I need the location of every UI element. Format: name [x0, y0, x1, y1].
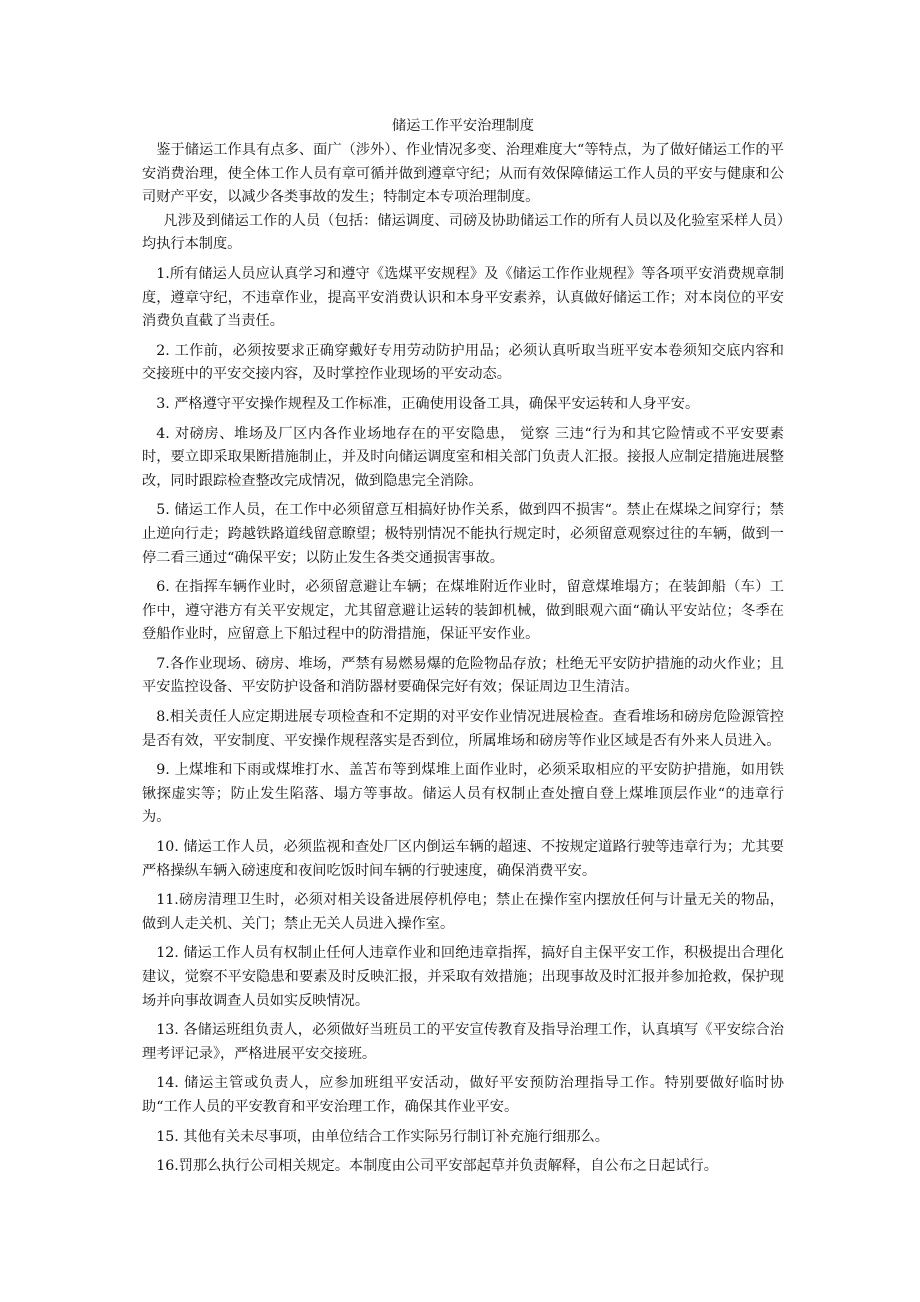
rule-item: 15. 其他有关未尽事项，由单位结合工作实际另行制订补充施行细那么。 — [156, 1128, 609, 1145]
rules-list — [142, 263, 784, 1179]
rule-item: 11.磅房清理卫生时，必须对相关设备进展停机停电；禁止在操作室内摆放任何与计量无关的物品，做到人走关机、关门；禁止无关人员进入操作室。 — [142, 892, 784, 932]
intro-paragraph: 鉴于储运工作具有点多、面广（涉外）、作业情况多变、治理难度大“等特点，为了做好储运工作的平安消费治理，使全体工作人员有章可循并做到遵章守纪；从而有效保障储运工作人员的平安与健康和公司财产平安，以减少各类事故的发生；特制定本专项治理制度。 — [142, 142, 784, 206]
scope-paragraph: 凡涉及到储运工作的人员（包括：储运调度、司磅及协助储运工作的所有人员以及化验室采样人员）均执行本制度。 — [142, 212, 784, 253]
rule-item: 7.各作业现场、磅房、堆场，严禁有易燃易爆的危险物品存放；杜绝无平安防护措施的动火作业；且平安监控设备、平安防护设备和消防器材要确保完好有效；保证周边卫生清洁。 — [142, 655, 784, 696]
rule-item: 4. 对磅房、堆场及厂区内各作业场地存在的平安隐患， 觉察 三违“行为和其它险情或不平安要素时，要立即采取果断措施制止，并及时向储运调度室和相关部门负责人汇报。接报人应制定措施进展整改，同时跟踪检查整改完成情况，做到隐患完全消除。 — [142, 425, 784, 489]
rule-item: 3. 严格遵守平安操作规程及工作标准，正确使用设备工具，确保平安运转和人身平安。 — [156, 395, 700, 412]
rule-item: 9. 上煤堆和下雨或煤堆打水、盖苫布等到煤堆上面作业时，必须采取相应的平安防护措施，如用铁锹探虚实等；防止发生陷落、塌方等事故。储运人员有权制止查处擅自登上煤堆顶层作业“的违章行为。 — [142, 762, 784, 826]
rule-item: 10. 储运工作人员，必须监视和查处厂区内倒运车辆的超速、不按规定道路行驶等违章行为；尤其要严格操纵车辆入磅速度和夜间吃饭时间车辆的行驶速度，确保消费平安。 — [142, 839, 784, 879]
rule-item: 16.罚那么执行公司相关规定。本制度由公司平安部起草并负责解释，自公布之日起试行。 — [156, 1158, 718, 1175]
rule-item: 12. 储运工作人员有权制止任何人违章作业和回绝违章指挥，搞好自主保平安工作，积极提出合理化建议，觉察不平安隐患和要素及时反映汇报，并采取有效措施；出现事故及时汇报并参加抢救，保护现场并向事故调查人员如实反映情况。 — [142, 945, 784, 1009]
rule-item: 1.所有储运人员应认真学习和遵守《选煤平安规程》及《储运工作作业规程》等各项平安消费规章制度，遵章守纪，不违章作业，提高平安消费认识和本身平安素养，认真做好储运工作；对本岗位的平安消费负直截了当责任。 — [142, 265, 784, 330]
rule-item: 2. 工作前，必须按要求正确穿戴好专用劳动防护用品；必须认真听取当班平安本卷须知交底内容和交接班中的平安交接内容，及时掌控作业现场的平安动态。 — [142, 342, 784, 383]
rule-item: 13. 各储运班组负责人，必须做好当班员工的平安宣传教育及指导治理工作，认真填写《平安综合治理考评记录》，严格进展平安交接班。 — [142, 1022, 784, 1062]
rule-item: 14. 储运主管或负责人，应参加班组平安活动，做好平安预防治理指导工作。特别要做好临时协助“工作人员的平安教育和平安治理工作，确保其作业平安。 — [142, 1075, 784, 1115]
rule-item: 5. 储运工作人员，在工作中必须留意互相搞好协作关系，做到四不损害“。禁止在煤垛之间穿行；禁止逆向行走；跨越铁路道线留意瞭望；极特别情况不能执行规定时，必须留意观察过往的车辆，做到一停二看三通过“确保平安；以防止发生各类交通损害事故。 — [142, 502, 784, 566]
document-title: 储运工作平安治理制度 — [392, 118, 534, 134]
document-page — [142, 114, 784, 1179]
rule-item: 6. 在指挥车辆作业时，必须留意避让车辆；在煤堆附近作业时，留意煤堆塌方；在装卸船（车）工作中，遵守港方有关平安规定，尤其留意避让运转的装卸机械，做到眼观六面“确认平安站位；冬季在登船作业时，应留意上下船过程中的防滑措施，保证平安作业。 — [142, 579, 784, 643]
rule-item: 8.相关责任人应定期进展专项检查和不定期的对平安作业情况进展检查。查看堆场和磅房危险源管控是否有效，平安制度、平安操作规程落实是否到位，所属堆场和磅房等作业区域是否有外来人员进入。 — [142, 709, 784, 749]
